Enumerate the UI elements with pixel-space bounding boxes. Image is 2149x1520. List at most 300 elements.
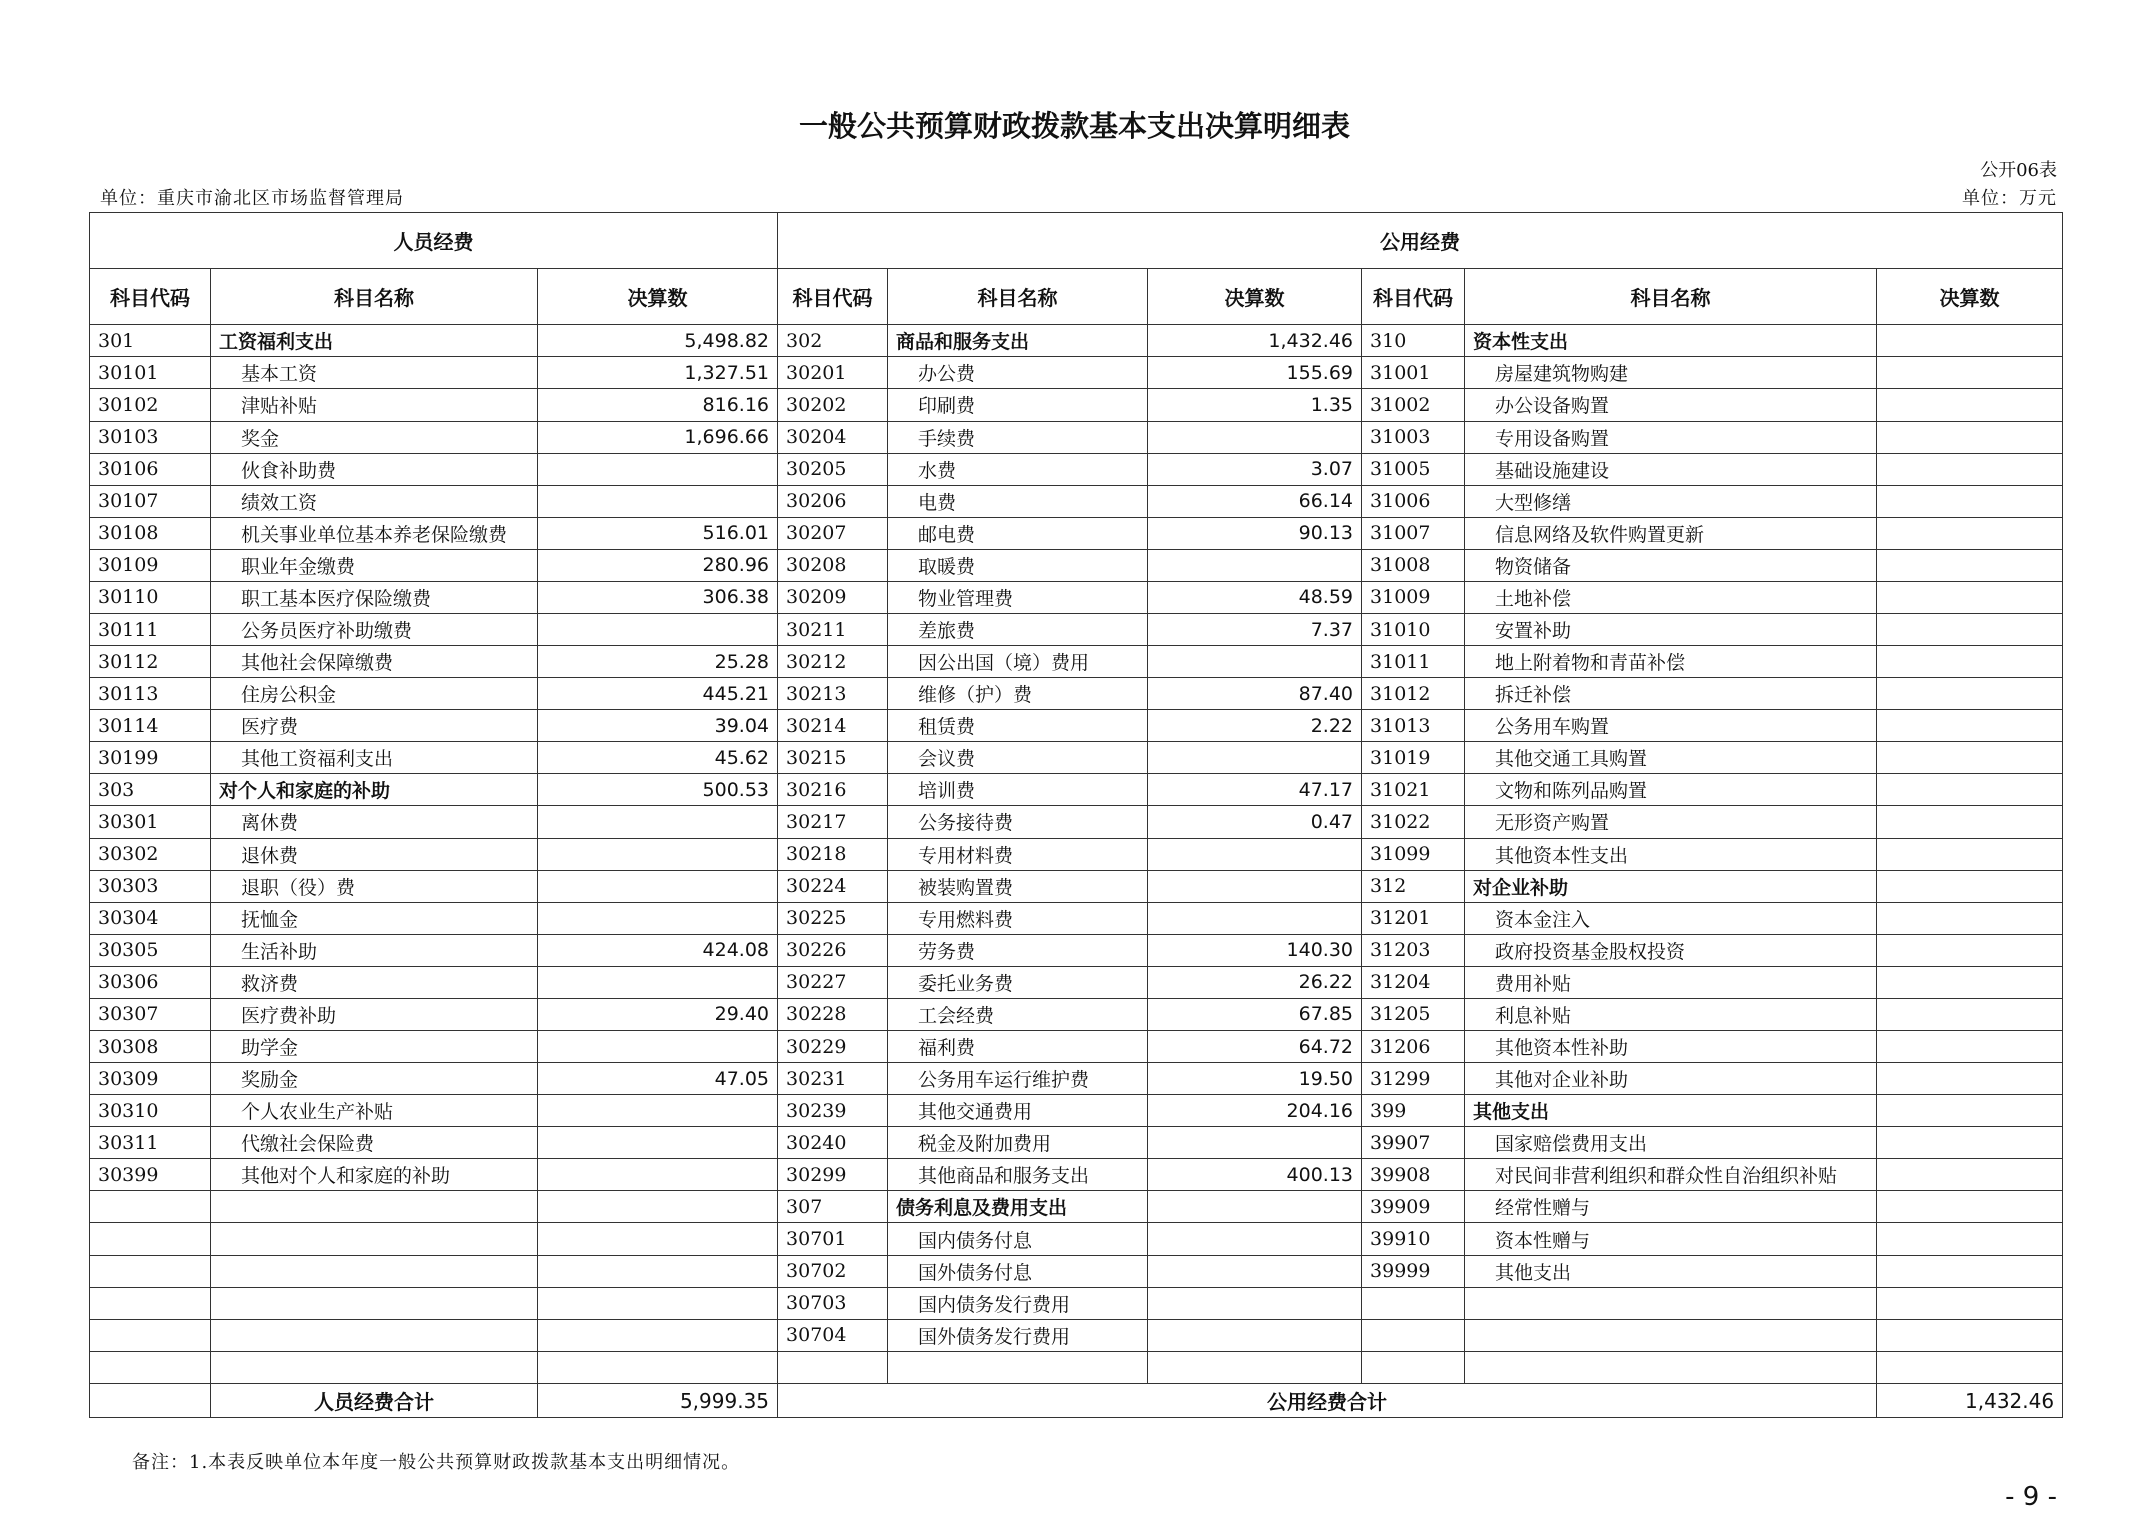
account-code: 30227 xyxy=(778,966,888,998)
amount-cell: 1,696.66 xyxy=(538,421,778,453)
account-name: 工资福利支出 xyxy=(211,325,538,357)
account-code: 30240 xyxy=(778,1127,888,1159)
account-code: 31203 xyxy=(1362,934,1465,966)
table-row xyxy=(90,902,2063,934)
unit-name: 单位：重庆市渝北区市场监督管理局 xyxy=(100,188,404,209)
expenditure-table xyxy=(89,212,2063,1418)
account-code: 31019 xyxy=(1362,742,1465,774)
account-code: 30305 xyxy=(90,934,211,966)
account-name: 基本工资 xyxy=(211,357,538,389)
account-name: 维修（护）费 xyxy=(888,678,1148,710)
account-code: 399 xyxy=(1362,1095,1465,1127)
account-code xyxy=(778,1351,888,1383)
amount-cell: 66.14 xyxy=(1148,485,1362,517)
account-code: 30204 xyxy=(778,421,888,453)
account-code: 30111 xyxy=(90,613,211,645)
account-name: 其他支出 xyxy=(1465,1255,1877,1287)
account-code: 307 xyxy=(778,1191,888,1223)
account-name: 助学金 xyxy=(211,1031,538,1063)
account-code: 30205 xyxy=(778,453,888,485)
total-label-personnel: 人员经费合计 xyxy=(211,1384,538,1418)
account-name: 国家赔偿费用支出 xyxy=(1465,1127,1877,1159)
account-name: 基础设施建设 xyxy=(1465,453,1877,485)
account-code: 30207 xyxy=(778,517,888,549)
col-header-amount: 决算数 xyxy=(1877,269,2063,325)
account-name: 会议费 xyxy=(888,742,1148,774)
page-number: - 9 - xyxy=(2005,1482,2057,1512)
account-name: 物资储备 xyxy=(1465,549,1877,581)
account-code: 31001 xyxy=(1362,357,1465,389)
amount-cell: 1,327.51 xyxy=(538,357,778,389)
account-code: 303 xyxy=(90,774,211,806)
amount-cell: 280.96 xyxy=(538,549,778,581)
amount-cell: 0.47 xyxy=(1148,806,1362,838)
account-name: 公务用车购置 xyxy=(1465,710,1877,742)
account-code: 31013 xyxy=(1362,710,1465,742)
account-name: 离休费 xyxy=(211,806,538,838)
table-row xyxy=(90,357,2063,389)
amount-cell xyxy=(1877,934,2063,966)
account-code: 30399 xyxy=(90,1159,211,1191)
account-code: 30202 xyxy=(778,389,888,421)
table-row xyxy=(90,966,2063,998)
amount-cell xyxy=(1877,998,2063,1030)
table-row xyxy=(90,485,2063,517)
table-row xyxy=(90,1287,2063,1319)
account-name: 伙食补助费 xyxy=(211,453,538,485)
table-row xyxy=(90,1191,2063,1223)
account-name: 经常性赠与 xyxy=(1465,1191,1877,1223)
account-name: 奖励金 xyxy=(211,1063,538,1095)
account-code: 30307 xyxy=(90,998,211,1030)
account-name: 印刷费 xyxy=(888,389,1148,421)
account-code: 30704 xyxy=(778,1319,888,1351)
account-name: 租赁费 xyxy=(888,710,1148,742)
amount-cell: 306.38 xyxy=(538,581,778,613)
account-code: 30113 xyxy=(90,678,211,710)
amount-cell: 19.50 xyxy=(1148,1063,1362,1095)
account-code: 30702 xyxy=(778,1255,888,1287)
col-header-name: 科目名称 xyxy=(211,269,538,325)
account-name: 绩效工资 xyxy=(211,485,538,517)
table-row xyxy=(90,549,2063,581)
amount-cell xyxy=(1877,389,2063,421)
account-name: 取暖费 xyxy=(888,549,1148,581)
account-code: 31299 xyxy=(1362,1063,1465,1095)
account-name: 职工基本医疗保险缴费 xyxy=(211,581,538,613)
account-code: 31008 xyxy=(1362,549,1465,581)
account-name: 其他资本性支出 xyxy=(1465,838,1877,870)
account-code: 30217 xyxy=(778,806,888,838)
amount-cell: 7.37 xyxy=(1148,613,1362,645)
account-name xyxy=(211,1191,538,1223)
amount-cell xyxy=(1877,1351,2063,1383)
account-code: 30206 xyxy=(778,485,888,517)
account-name: 电费 xyxy=(888,485,1148,517)
col-header-name: 科目名称 xyxy=(888,269,1148,325)
account-name: 奖金 xyxy=(211,421,538,453)
account-code: 39910 xyxy=(1362,1223,1465,1255)
amount-cell xyxy=(1148,1127,1362,1159)
amount-cell xyxy=(1877,581,2063,613)
table-row xyxy=(90,806,2063,838)
amount-cell xyxy=(1877,678,2063,710)
amount-cell xyxy=(538,613,778,645)
amount-cell xyxy=(1877,1063,2063,1095)
account-code: 302 xyxy=(778,325,888,357)
account-name: 福利费 xyxy=(888,1031,1148,1063)
account-name xyxy=(1465,1287,1877,1319)
account-name: 资本性支出 xyxy=(1465,325,1877,357)
account-code: 30224 xyxy=(778,870,888,902)
account-name: 国外债务发行费用 xyxy=(888,1319,1148,1351)
amount-cell xyxy=(1877,1095,2063,1127)
table-row xyxy=(90,389,2063,421)
account-code: 31006 xyxy=(1362,485,1465,517)
account-code: 30216 xyxy=(778,774,888,806)
account-code xyxy=(90,1255,211,1287)
account-name: 专用设备购置 xyxy=(1465,421,1877,453)
amount-cell: 45.62 xyxy=(538,742,778,774)
account-code: 30301 xyxy=(90,806,211,838)
account-name: 大型修缮 xyxy=(1465,485,1877,517)
amount-cell xyxy=(1877,902,2063,934)
account-name: 委托业务费 xyxy=(888,966,1148,998)
account-name: 对企业补助 xyxy=(1465,870,1877,902)
amount-cell: 67.85 xyxy=(1148,998,1362,1030)
amount-cell xyxy=(1148,742,1362,774)
amount-cell xyxy=(1877,613,2063,645)
account-name xyxy=(1465,1351,1877,1383)
amount-cell: 2.22 xyxy=(1148,710,1362,742)
amount-cell xyxy=(1877,1223,2063,1255)
account-name: 商品和服务支出 xyxy=(888,325,1148,357)
amount-cell xyxy=(1877,325,2063,357)
amount-cell: 47.05 xyxy=(538,1063,778,1095)
account-code: 31005 xyxy=(1362,453,1465,485)
table-row xyxy=(90,1063,2063,1095)
amount-cell: 47.17 xyxy=(1148,774,1362,806)
amount-cell xyxy=(538,1255,778,1287)
account-name: 对民间非营利组织和群众性自治组织补贴 xyxy=(1465,1159,1877,1191)
account-code: 30299 xyxy=(778,1159,888,1191)
account-code: 30213 xyxy=(778,678,888,710)
amount-cell xyxy=(1877,774,2063,806)
account-code: 30228 xyxy=(778,998,888,1030)
table-row xyxy=(90,325,2063,357)
account-name: 安置补助 xyxy=(1465,613,1877,645)
amount-cell: 90.13 xyxy=(1148,517,1362,549)
table-row xyxy=(90,1159,2063,1191)
amount-cell: 445.21 xyxy=(538,678,778,710)
account-name: 债务利息及费用支出 xyxy=(888,1191,1148,1223)
account-name: 物业管理费 xyxy=(888,581,1148,613)
account-name xyxy=(211,1255,538,1287)
account-code: 30109 xyxy=(90,549,211,581)
account-name: 资本性赠与 xyxy=(1465,1223,1877,1255)
account-code: 31022 xyxy=(1362,806,1465,838)
table-row xyxy=(90,1223,2063,1255)
amount-cell xyxy=(1877,549,2063,581)
table-row xyxy=(90,646,2063,678)
account-code: 30225 xyxy=(778,902,888,934)
account-code xyxy=(90,1223,211,1255)
account-code: 30199 xyxy=(90,742,211,774)
account-code: 31205 xyxy=(1362,998,1465,1030)
account-name: 退职（役）费 xyxy=(211,870,538,902)
account-name: 劳务费 xyxy=(888,934,1148,966)
amount-cell xyxy=(538,966,778,998)
amount-cell xyxy=(1877,838,2063,870)
amount-cell xyxy=(538,453,778,485)
account-code: 30211 xyxy=(778,613,888,645)
account-name: 费用补贴 xyxy=(1465,966,1877,998)
account-name xyxy=(211,1319,538,1351)
account-code: 30231 xyxy=(778,1063,888,1095)
account-code: 30214 xyxy=(778,710,888,742)
amount-cell xyxy=(1148,1319,1362,1351)
account-code: 31002 xyxy=(1362,389,1465,421)
account-code: 31003 xyxy=(1362,421,1465,453)
amount-cell xyxy=(538,485,778,517)
account-name xyxy=(211,1351,538,1383)
group-header-public: 公用经费 xyxy=(778,213,2063,269)
amount-cell: 1.35 xyxy=(1148,389,1362,421)
account-name: 国内债务付息 xyxy=(888,1223,1148,1255)
amount-cell xyxy=(1148,421,1362,453)
amount-cell: 816.16 xyxy=(538,389,778,421)
account-name: 退休费 xyxy=(211,838,538,870)
account-code xyxy=(90,1191,211,1223)
account-name: 生活补助 xyxy=(211,934,538,966)
account-code: 31206 xyxy=(1362,1031,1465,1063)
account-name: 政府投资基金股权投资 xyxy=(1465,934,1877,966)
amount-cell xyxy=(1148,870,1362,902)
account-code: 30112 xyxy=(90,646,211,678)
amount-cell xyxy=(1148,838,1362,870)
account-code: 39999 xyxy=(1362,1255,1465,1287)
account-name: 专用材料费 xyxy=(888,838,1148,870)
amount-cell xyxy=(538,1095,778,1127)
account-name: 个人农业生产补贴 xyxy=(211,1095,538,1127)
account-name: 手续费 xyxy=(888,421,1148,453)
account-name: 资本金注入 xyxy=(1465,902,1877,934)
account-code: 31012 xyxy=(1362,678,1465,710)
account-name: 信息网络及软件购置更新 xyxy=(1465,517,1877,549)
account-code: 30239 xyxy=(778,1095,888,1127)
amount-cell xyxy=(1877,1319,2063,1351)
footnote: 备注：1.本表反映单位本年度一般公共预算财政拨款基本支出明细情况。 xyxy=(132,1452,741,1473)
account-code: 31009 xyxy=(1362,581,1465,613)
amount-cell: 64.72 xyxy=(1148,1031,1362,1063)
table-row xyxy=(90,421,2063,453)
amount-cell xyxy=(1877,357,2063,389)
amount-cell: 3.07 xyxy=(1148,453,1362,485)
amount-cell xyxy=(1877,1255,2063,1287)
account-code: 30201 xyxy=(778,357,888,389)
table-row xyxy=(90,1031,2063,1063)
amount-cell xyxy=(1877,742,2063,774)
account-name: 其他资本性补助 xyxy=(1465,1031,1877,1063)
amount-cell xyxy=(1877,1191,2063,1223)
account-code: 30308 xyxy=(90,1031,211,1063)
amount-cell xyxy=(1877,1159,2063,1191)
col-header-code: 科目代码 xyxy=(778,269,888,325)
account-name xyxy=(211,1287,538,1319)
account-code: 30302 xyxy=(90,838,211,870)
account-name: 工会经费 xyxy=(888,998,1148,1030)
account-name: 邮电费 xyxy=(888,517,1148,549)
account-name: 房屋建筑物购建 xyxy=(1465,357,1877,389)
account-code: 30306 xyxy=(90,966,211,998)
account-code: 30114 xyxy=(90,710,211,742)
table-row xyxy=(90,1351,2063,1383)
account-code: 31021 xyxy=(1362,774,1465,806)
table-row xyxy=(90,838,2063,870)
account-code xyxy=(90,1351,211,1383)
table-row xyxy=(90,710,2063,742)
table-row xyxy=(90,774,2063,806)
table-row xyxy=(90,1095,2063,1127)
amount-cell: 400.13 xyxy=(1148,1159,1362,1191)
amount-cell xyxy=(538,1031,778,1063)
account-name: 办公设备购置 xyxy=(1465,389,1877,421)
page-title: 一般公共预算财政拨款基本支出决算明细表 xyxy=(798,109,1350,143)
account-code: 30215 xyxy=(778,742,888,774)
account-name: 公务用车运行维护费 xyxy=(888,1063,1148,1095)
account-name: 其他社会保障缴费 xyxy=(211,646,538,678)
account-name: 拆迁补偿 xyxy=(1465,678,1877,710)
account-name: 无形资产购置 xyxy=(1465,806,1877,838)
account-code: 30106 xyxy=(90,453,211,485)
amount-cell xyxy=(1877,517,2063,549)
amount-cell xyxy=(1877,1287,2063,1319)
account-code: 310 xyxy=(1362,325,1465,357)
account-name: 水费 xyxy=(888,453,1148,485)
account-name: 差旅费 xyxy=(888,613,1148,645)
account-code xyxy=(1362,1319,1465,1351)
col-header-name: 科目名称 xyxy=(1465,269,1877,325)
account-code: 30310 xyxy=(90,1095,211,1127)
account-name: 国外债务付息 xyxy=(888,1255,1148,1287)
amount-cell xyxy=(1877,453,2063,485)
account-name: 税金及附加费用 xyxy=(888,1127,1148,1159)
account-name: 津贴补贴 xyxy=(211,389,538,421)
account-name: 医疗费补助 xyxy=(211,998,538,1030)
amount-cell xyxy=(1148,1255,1362,1287)
amount-cell xyxy=(538,1159,778,1191)
amount-cell xyxy=(1148,1351,1362,1383)
account-name: 因公出国（境）费用 xyxy=(888,646,1148,678)
amount-cell xyxy=(1877,966,2063,998)
account-code: 30110 xyxy=(90,581,211,613)
amount-cell: 25.28 xyxy=(538,646,778,678)
group-header-personnel: 人员经费 xyxy=(90,213,778,269)
account-name: 土地补偿 xyxy=(1465,581,1877,613)
col-header-amount: 决算数 xyxy=(1148,269,1362,325)
account-code: 31099 xyxy=(1362,838,1465,870)
table-row xyxy=(90,1319,2063,1351)
unit-measure: 单位：万元 xyxy=(1962,188,2057,209)
amount-cell: 500.53 xyxy=(538,774,778,806)
amount-cell xyxy=(1148,1191,1362,1223)
account-name: 培训费 xyxy=(888,774,1148,806)
total-label-public: 公用经费合计 xyxy=(778,1384,1877,1418)
col-header-code: 科目代码 xyxy=(90,269,211,325)
account-code: 30229 xyxy=(778,1031,888,1063)
account-code: 39908 xyxy=(1362,1159,1465,1191)
account-code: 31201 xyxy=(1362,902,1465,934)
amount-cell xyxy=(1877,646,2063,678)
account-name: 医疗费 xyxy=(211,710,538,742)
account-code: 30303 xyxy=(90,870,211,902)
amount-cell xyxy=(1877,870,2063,902)
account-code: 30212 xyxy=(778,646,888,678)
amount-cell: 140.30 xyxy=(1148,934,1362,966)
account-code xyxy=(1362,1287,1465,1319)
table-row xyxy=(90,998,2063,1030)
amount-cell: 204.16 xyxy=(1148,1095,1362,1127)
amount-cell: 424.08 xyxy=(538,934,778,966)
account-name: 公务员医疗补助缴费 xyxy=(211,613,538,645)
account-name xyxy=(1465,1319,1877,1351)
account-code xyxy=(90,1287,211,1319)
account-code: 312 xyxy=(1362,870,1465,902)
table-row xyxy=(90,581,2063,613)
account-name: 办公费 xyxy=(888,357,1148,389)
amount-cell xyxy=(1877,806,2063,838)
account-code: 31011 xyxy=(1362,646,1465,678)
amount-cell: 39.04 xyxy=(538,710,778,742)
account-code: 301 xyxy=(90,325,211,357)
amount-cell xyxy=(1148,1223,1362,1255)
account-code: 30103 xyxy=(90,421,211,453)
account-code: 39907 xyxy=(1362,1127,1465,1159)
table-row xyxy=(90,517,2063,549)
account-name: 利息补贴 xyxy=(1465,998,1877,1030)
col-header-code: 科目代码 xyxy=(1362,269,1465,325)
amount-cell: 516.01 xyxy=(538,517,778,549)
account-code: 30107 xyxy=(90,485,211,517)
table-row xyxy=(90,1127,2063,1159)
account-code: 30309 xyxy=(90,1063,211,1095)
account-name: 抚恤金 xyxy=(211,902,538,934)
account-code: 31010 xyxy=(1362,613,1465,645)
account-name: 其他商品和服务支出 xyxy=(888,1159,1148,1191)
account-name xyxy=(211,1223,538,1255)
account-code: 30701 xyxy=(778,1223,888,1255)
total-spacer xyxy=(90,1384,211,1418)
amount-cell xyxy=(1877,485,2063,517)
amount-cell xyxy=(538,1351,778,1383)
amount-cell xyxy=(538,1191,778,1223)
amount-cell: 87.40 xyxy=(1148,678,1362,710)
amount-cell xyxy=(1148,549,1362,581)
account-code: 30311 xyxy=(90,1127,211,1159)
table-row xyxy=(90,453,2063,485)
account-code xyxy=(1362,1351,1465,1383)
account-name: 职业年金缴费 xyxy=(211,549,538,581)
account-code: 30226 xyxy=(778,934,888,966)
account-name: 被装购置费 xyxy=(888,870,1148,902)
amount-cell xyxy=(538,902,778,934)
account-name: 国内债务发行费用 xyxy=(888,1287,1148,1319)
amount-cell: 5,498.82 xyxy=(538,325,778,357)
table-row xyxy=(90,742,2063,774)
account-name: 其他交通工具购置 xyxy=(1465,742,1877,774)
amount-cell xyxy=(1877,421,2063,453)
table-row xyxy=(90,678,2063,710)
